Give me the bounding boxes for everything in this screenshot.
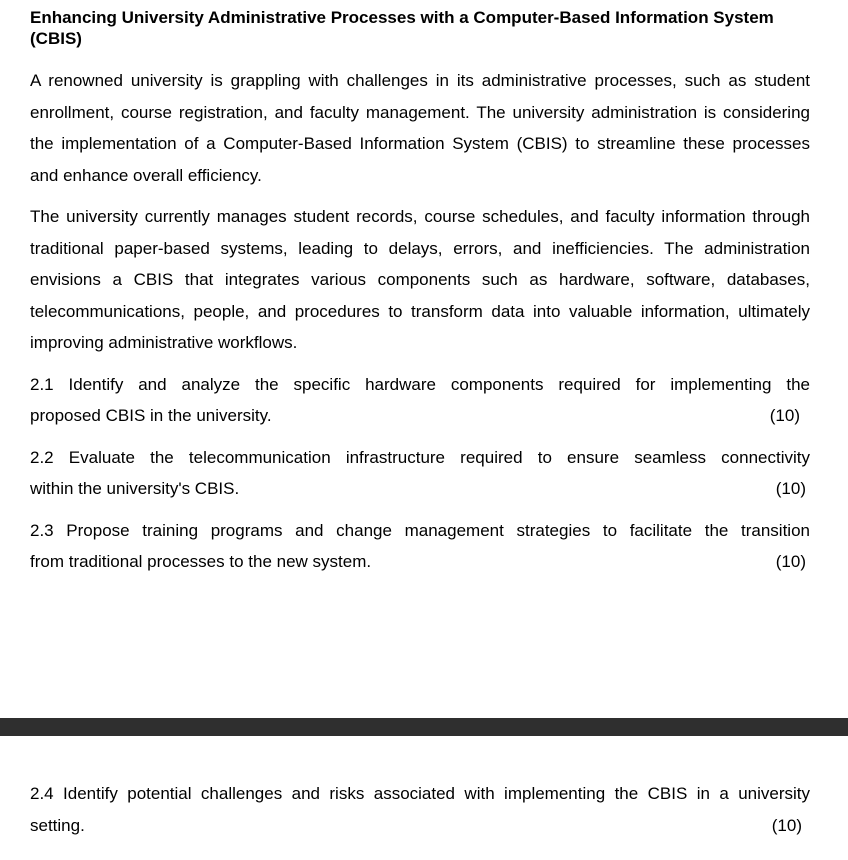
question-text-line: proposed CBIS in the university. (30, 406, 272, 425)
question-text-line: setting. (30, 815, 85, 835)
document-title: Enhancing University Administrative Processes with a Computer-Based Information System (CBIS) (30, 8, 774, 48)
question-text-line: 2.3 Propose training programs and change management strategies to facilitate the transition (30, 520, 810, 540)
context-paragraph: The university currently manages student records, course schedules, and faculty information through traditional paper-based systems, leading to delays, errors, and inefficiencies. The administration envisions a CBIS that integrates various components such as hardware, software, databases, telecommunications, people, and procedures to transform data into valuable information, ultimately improving administrative workflows. (30, 207, 810, 352)
question-2-4 (30, 778, 810, 841)
intro-paragraph: A renowned university is grappling with challenges in its administrative processes, such as student enrollment, course registration, and faculty management. The university administration is considering the implementation of a Computer-Based Information System (CBIS) to streamline these processes and enhance overall efficiency. (30, 71, 810, 185)
page-separator (0, 718, 848, 736)
question-text-line: 2.4 Identify potential challenges and risks associated with implementing the CBIS in a university (30, 784, 810, 803)
question-marks: (10) (771, 815, 802, 835)
question-2-2 (30, 442, 810, 505)
question-marks: (10) (775, 552, 806, 571)
document-page-2 (30, 778, 810, 851)
question-text-line: within the university's CBIS. (30, 479, 240, 498)
document-page-1 (30, 7, 810, 588)
question-2-1 (30, 369, 810, 432)
question-text-line: 2.2 Evaluate the telecommunication infrastructure required to ensure seamless connectivity (30, 447, 810, 467)
question-marks: (10) (769, 406, 800, 425)
question-text-line: from traditional processes to the new system. (30, 552, 372, 571)
question-marks: (10) (775, 479, 806, 498)
question-text-line: 2.1 Identify and analyze the specific hardware components required for implementing the (30, 374, 810, 394)
question-2-3 (30, 515, 810, 578)
